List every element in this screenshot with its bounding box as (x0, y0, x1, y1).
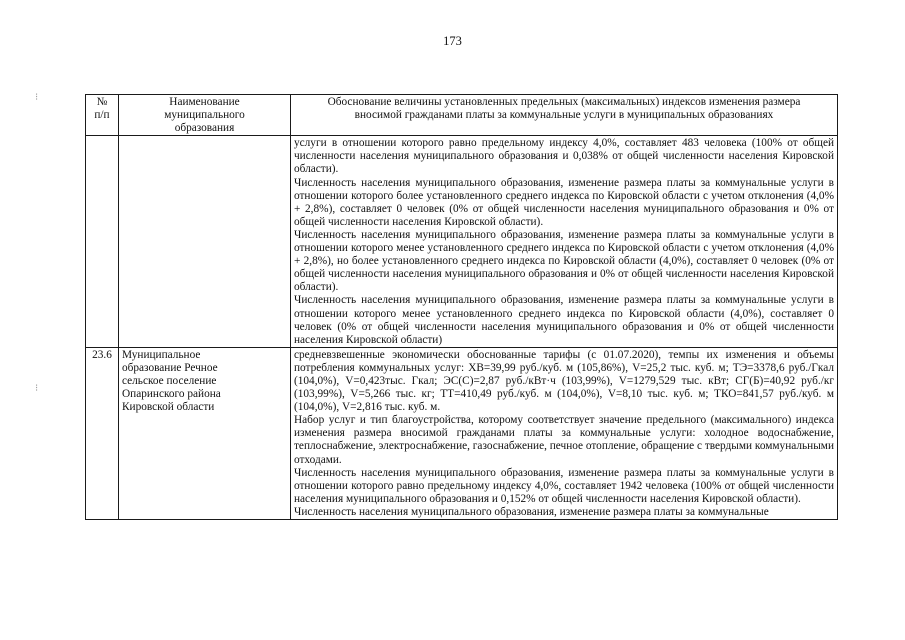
row-justification (291, 347, 838, 519)
row-municipality (119, 347, 291, 519)
municipality-line: Кировской области (122, 401, 215, 414)
justification-paragraph: средневзвешенные экономически обоснованные тарифы (с 01.07.2020), темпы их изменения и объемы потребления коммунальных услуг: ХВ=39,99 руб./куб. м (105,86%), V=25,2 тыс. куб. м; ТЭ=3378,6 руб./Гкал (104,0%), V=0,423тыс. Гкал; ЭС(С)=2,87 руб./кВт·ч (103,99%), V=1279,529 тыс. кВт; СГ(Б)=40,92 руб./кг (103,99%), V=5,266 тыс. кг; ТТ=410,49 руб./куб. м (104,0%), V=8,10 тыс. куб. м; ТКО=841,57 руб./куб. м (104,0%), V=2,816 тыс. куб. м. (294, 348, 834, 414)
header-municipality (119, 95, 291, 136)
justification-paragraph: Численность населения муниципального образования, изменение размера платы за коммунальные (294, 505, 769, 518)
margin-mark: ⁝ (35, 92, 39, 103)
table-header-row (86, 95, 838, 136)
justification-paragraph: Численность населения муниципального образования, изменение размера платы за коммунальные услуги в отношении которого более установленного среднего индекса по Кировской области с учетом отклонения (4,0% + 2,8%), составляет 0 человек (0% от общей численности населения муниципального образования и 0% от общей численности населения Кировской области). (294, 176, 834, 228)
table-row (86, 347, 838, 519)
header-line: Наименование (169, 96, 240, 108)
municipality-line: Муниципальное (122, 348, 201, 361)
header-line: № (96, 96, 108, 108)
row-number (86, 136, 119, 348)
municipality-line: сельское поселение (122, 374, 217, 387)
municipality-line: образование Речное (122, 361, 218, 374)
table-row (86, 136, 838, 348)
header-line: вносимой гражданами платы за коммунальные услуги в муниципальных образованиях (354, 109, 774, 122)
justification-paragraph: услуги в отношении которого равно предельному индексу 4,0%, составляет 483 человека (100% от общей численности населения муниципального образования и 0,038% от общей численности населения Кировской области). (294, 137, 834, 176)
header-number (86, 95, 119, 136)
row-municipality (119, 136, 291, 348)
header-line: Обоснование величины установленных предельных (максимальных) индексов изменения размера (327, 96, 801, 108)
justification-paragraph: Численность населения муниципального образования, изменение размера платы за коммунальные услуги в отношении которого менее установленного среднего индекса по Кировской области с учетом отклонения (4,0% + 2,8%), но более установленного среднего индекса по Кировской области (4,0%), составляет 0 человек (0% от общей численности населения муниципального образования и 0% от общей численности населения Кировской области). (294, 228, 834, 294)
header-justification (291, 95, 838, 136)
justification-paragraph: Численность населения муниципального образования, изменение размера платы за коммунальные услуги в отношении которого равно предельному индексу 4,0%, составляет 1942 человека (100% от общей численности населения муниципального образования и 0,152% от общей численности населения Кировской области). (294, 466, 834, 505)
tariff-index-table (85, 94, 838, 520)
header-line: муниципального (164, 109, 245, 122)
row-number: 23.6 (86, 347, 119, 519)
justification-paragraph: Набор услуг и тип благоустройства, которому соответствует значение предельного (максимального) индекса изменения размера вносимой гражданами платы за коммунальные услуги: холодное водоснабжение, теплоснабжение, электроснабжение, газоснабжение, печное отопление, обращение с твердыми коммунальными отходами. (294, 414, 834, 466)
municipality-line: Опаринского района (122, 388, 221, 401)
header-line: п/п (94, 109, 110, 122)
row-justification (291, 136, 838, 348)
margin-mark: ⁝ (35, 383, 39, 394)
page-number: 173 (443, 34, 462, 48)
header-line: образования (174, 122, 235, 135)
justification-paragraph: Численность населения муниципального образования, изменение размера платы за коммунальные услуги в отношении которого менее установленного среднего индекса по Кировской области (4,0%), составляет 0 человек (0% от общей численности населения муниципального образования и 0% от общей численности населения Кировской области) (294, 294, 834, 346)
